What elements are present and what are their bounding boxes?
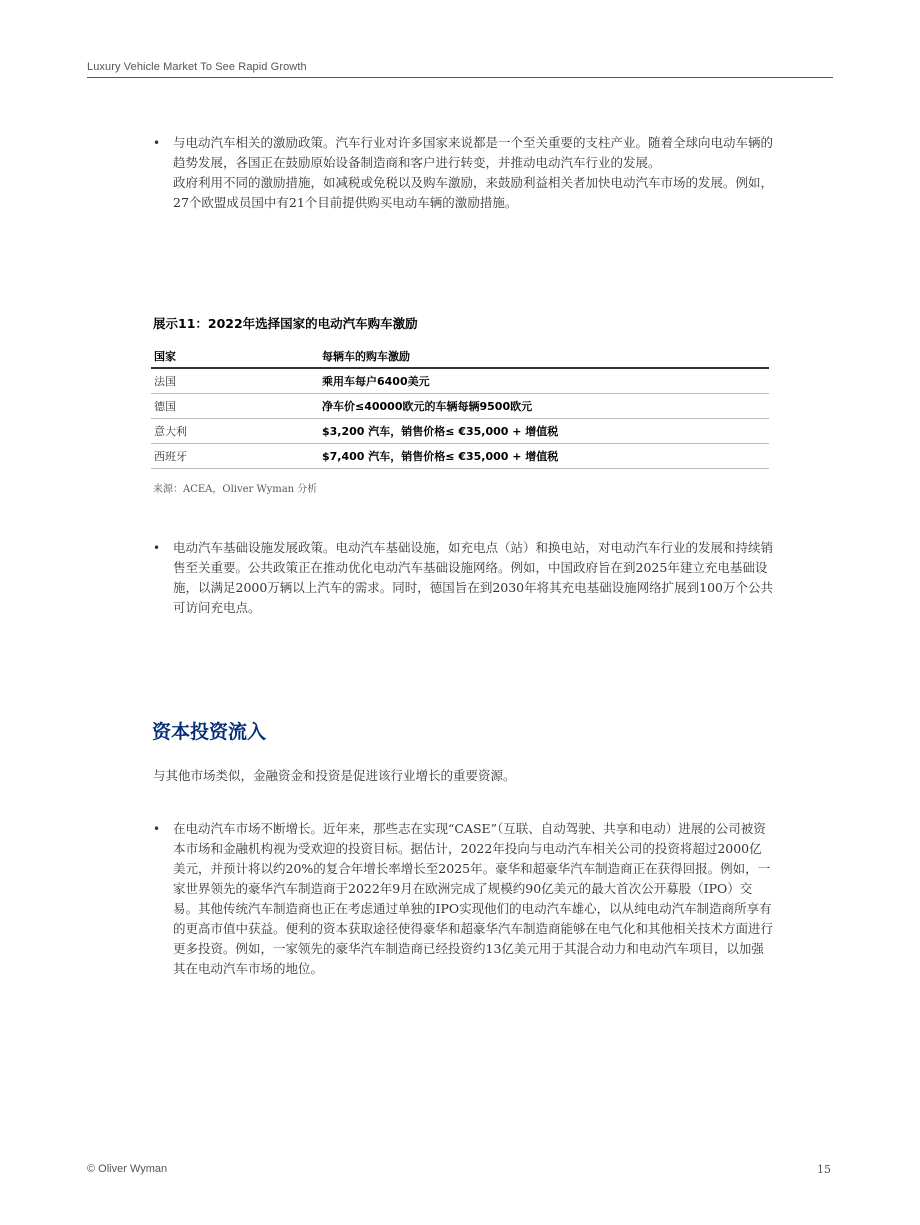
cell-incentive: 净车价≤40000欧元的车辆每辆9500欧元 <box>319 394 769 419</box>
footer-page-number: 15 <box>817 1163 831 1176</box>
column-header-country: 国家 <box>151 345 319 368</box>
bullet-marker: • <box>153 541 161 555</box>
footer-copyright: © Oliver Wyman <box>87 1163 168 1175</box>
table-header-row <box>151 345 769 368</box>
section-intro: 与其他市场类似，金融资金和投资是促进该行业增长的重要资源。 <box>153 768 516 783</box>
bullet-infrastructure-policy <box>153 538 773 618</box>
cell-incentive: 乘用车每户6400美元 <box>319 368 769 394</box>
section-heading: 资本投资流入 <box>152 721 267 743</box>
bullet-capital-investment <box>153 819 773 979</box>
cell-incentive: $3,200 汽车，销售价格≤ €35,000 + 增值税 <box>319 419 769 444</box>
cell-country: 西班牙 <box>151 444 319 469</box>
cell-country: 德国 <box>151 394 319 419</box>
bullet-incentive-continuation: 政府利用不同的激励措施，如减税或免税以及购车激励，来鼓励利益相关者加快电动汽车市场的发展。例如，27个欧盟成员国中有21个目前提供购买电动车辆的激励措施。 <box>173 175 774 210</box>
bullet-incentive-text: 与电动汽车相关的激励政策。汽车行业对许多国家来说都是一个至关重要的支柱产业。随着全球向电动车辆的趋势发展，各国正在鼓励原始设备制造商和客户进行转变，并推动电动汽车行业的发展。 <box>173 135 774 170</box>
table-row <box>151 394 769 419</box>
table-row <box>151 419 769 444</box>
bullet-marker: • <box>153 822 161 836</box>
bullet-marker: • <box>153 136 161 150</box>
exhibit-title: 展示11：2022年选择国家的电动汽车购车激励 <box>153 316 418 331</box>
bullet-capital-text: 在电动汽车市场不断增长。近年来，那些志在实现“CASE”（互联、自动驾驶、共享和电动）进展的公司被资本市场和金融机构视为受欢迎的投资目标。据估计，2022年投向与电动汽车相关公司的投资将超过2000亿美元，并预计将以约20%的复合年增长率增长至2025年。豪华和超豪华汽车制造商正在获得回报。例如，一家世界领先的豪华汽车制造商于2022年9月在欧洲完成了规模约90亿美元的最大首次公开募股（IPO）交易。其他传统汽车制造商也正在考虑通过单独的IPO实现他们的电动汽车雄心，以从纯电动汽车制造商所享有的更高市值中获益。便利的资本获取途径使得豪华和超豪华汽车制造商能够在电气化和其他相关技术方面进行更多投资。例如，一家领先的豪华汽车制造商已经投资约13亿美元用于其混合动力和电动汽车项目，以加强其在电动汽车市场的地位。 <box>173 821 774 976</box>
header-divider <box>87 77 833 78</box>
bullet-infrastructure-text: 电动汽车基础设施发展政策。电动汽车基础设施，如充电点（站）和换电站，对电动汽车行业的发展和持续销售至关重要。公共政策正在推动优化电动汽车基础设施网络。例如，中国政府旨在到2025年建立充电基础设施，以满足2000万辆以上汽车的需求。同时，德国旨在到2030年将其充电基础设施网络扩展到100万个公共可访问充电点。 <box>173 540 774 615</box>
cell-country: 法国 <box>151 368 319 394</box>
table-source-note: 来源：ACEA，Oliver Wyman 分析 <box>153 484 318 495</box>
running-header-title: Luxury Vehicle Market To See Rapid Growth <box>87 61 307 73</box>
column-header-incentive: 每辆车的购车激励 <box>319 345 769 368</box>
table-row <box>151 444 769 469</box>
bullet-incentive-policy <box>153 133 773 213</box>
cell-country: 意大利 <box>151 419 319 444</box>
table-row <box>151 368 769 394</box>
cell-incentive: $7,400 汽车，销售价格≤ €35,000 + 增值税 <box>319 444 769 469</box>
incentive-table <box>151 345 769 469</box>
